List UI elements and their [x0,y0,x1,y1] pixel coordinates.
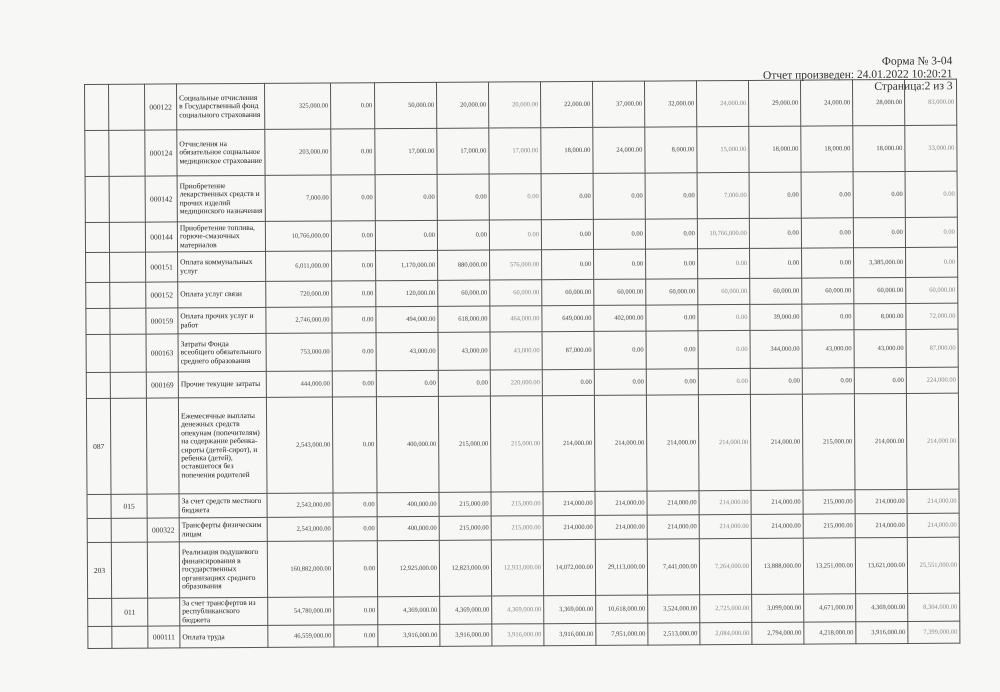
item-name-cell: Приобретение лекарственных средств и прочих изделий медицинского назначения [177,175,265,222]
amount-cell: 3,369,000.00 [544,595,596,624]
amount-cell: 0.00 [332,397,377,493]
specifics-code-cell: 000124 [145,130,177,176]
amount-cell: 214,000.00 [646,395,699,491]
amount-cell: 50,000.00 [374,82,436,128]
amount-cell: 214,000.00 [751,514,803,538]
amount-cell: 3,916,000.00 [440,624,492,646]
amount-cell: 0.00 [489,174,541,220]
table-row [86,329,958,372]
subprogram-code-cell [109,222,145,252]
program-code-cell [86,334,110,372]
amount-cell: 0.00 [905,217,957,247]
amount-cell: 60,000.00 [802,278,854,304]
amount-cell: 214,000.00 [698,394,751,490]
specifics-code-cell [146,398,179,494]
specifics-code-cell: 000151 [146,252,178,282]
amount-cell: 464,000.00 [490,306,542,332]
amount-cell: 0.00 [854,367,906,393]
subprogram-code-cell: 015 [111,494,147,518]
amount-cell: 12,933,000.00 [491,540,543,596]
item-name-cell: За счет трансфертов из республиканского бюджета [180,597,268,626]
amount-cell: 20,000.00 [436,82,488,128]
amount-cell: 0.00 [334,597,378,625]
amount-cell: 3,099,000.00 [752,594,804,623]
subprogram-code-cell [110,398,147,494]
subprogram-code-cell [110,308,146,334]
amount-cell: 214,000.00 [595,515,647,539]
amount-cell: 0.00 [646,305,698,331]
amount-cell: 24,000.00 [696,80,748,126]
item-name-cell: Трансферты физическим лицам [179,517,267,542]
amount-cell: 2,543,000.00 [266,397,333,493]
amount-cell: 43,000.00 [802,330,854,368]
amount-cell: 0.00 [802,248,854,278]
amount-cell: 0.00 [333,541,377,597]
amount-cell: 12,925,000.00 [377,540,439,596]
amount-cell: 215,000.00 [491,516,543,540]
amount-cell: 753,000.00 [266,333,332,371]
amount-cell: 7,441,000.00 [647,539,699,595]
amount-cell: 215,000.00 [438,396,491,492]
amount-cell: 18,000.00 [853,125,905,171]
item-name-cell: Оплата прочих услуг и работ [178,307,266,334]
subprogram-code-cell [110,282,146,308]
amount-cell: 60,000.00 [854,277,906,303]
subprogram-code-cell [112,626,148,648]
amount-cell: 8,000.00 [645,127,697,173]
amount-cell: 0.00 [332,251,376,281]
program-code-cell [88,598,112,626]
amount-cell: 43,000.00 [438,332,490,370]
subprogram-code-cell: 011 [112,598,148,626]
amount-cell: 29,000.00 [748,80,800,126]
subprogram-code-cell [110,372,146,398]
amount-cell: 0.00 [376,370,438,396]
specifics-code-cell [148,598,180,626]
subprogram-code-cell [111,518,147,542]
amount-cell: 43,000.00 [490,332,542,370]
specifics-code-cell: 000152 [146,282,178,308]
amount-cell: 214,000.00 [854,393,907,489]
amount-cell: 0.00 [594,331,646,369]
amount-cell: 215,000.00 [491,492,543,516]
specifics-code-cell: 000122 [145,84,177,130]
amount-cell: 25,551,000.00 [907,537,959,593]
amount-cell: 60,000.00 [438,280,490,306]
amount-cell: 0.00 [438,370,490,396]
amount-cell: 20,000.00 [488,82,540,128]
amount-cell: 72,000.00 [906,303,958,329]
amount-cell: 0.00 [332,281,376,307]
amount-cell: 18,000.00 [801,126,853,172]
subprogram-code-cell [110,252,146,282]
subprogram-code-cell [111,542,147,598]
specifics-code-cell: 000159 [146,308,178,334]
budget-table [84,79,960,650]
amount-cell: 214,000.00 [542,395,595,491]
amount-cell: 0.00 [750,368,802,394]
amount-cell: 649,000.00 [542,305,594,331]
amount-cell: 0.00 [750,248,802,278]
amount-cell: 3,385,000.00 [854,247,906,277]
amount-cell: 214,000.00 [855,513,907,537]
amount-cell: 0.00 [645,219,697,249]
amount-cell: 120,000.00 [376,280,438,306]
amount-cell: 1,170,000.00 [376,250,438,280]
amount-cell: 17,000.00 [375,128,437,174]
amount-cell: 24,000.00 [593,127,645,173]
amount-cell: 10,766,000.00 [265,221,331,251]
amount-cell: 214,000.00 [647,515,699,539]
table-row [86,393,959,494]
amount-cell: 400,000.00 [377,516,439,540]
amount-cell: 214,000.00 [907,489,959,513]
amount-cell: 0.00 [906,247,958,277]
amount-cell: 60,000.00 [906,277,958,303]
amount-cell: 0.00 [334,625,378,647]
budget-table-wrapper [84,79,960,650]
amount-cell: 880,000.00 [438,250,490,280]
subprogram-code-cell [109,130,145,176]
amount-cell: 2,543,000.00 [267,517,333,541]
program-code-cell [88,627,112,649]
amount-cell: 3,524,000.00 [648,595,700,624]
amount-cell: 54,780,000.00 [268,597,334,626]
amount-cell: 0.00 [330,83,374,129]
page-number: Страница:2 из 3 [873,80,953,93]
amount-cell: 22,000.00 [540,81,592,127]
amount-cell: 618,000.00 [438,306,490,332]
table-row [87,537,959,598]
amount-cell: 7,264,000.00 [699,538,751,594]
amount-cell: 6,011,000.00 [266,251,332,281]
amount-cell: 87,000.00 [542,331,594,369]
amount-cell: 18,000.00 [541,127,593,173]
amount-cell: 37,000.00 [592,81,644,127]
amount-cell: 325,000.00 [264,83,330,129]
table-row [85,125,957,176]
amount-cell: 32,000.00 [644,81,696,127]
program-code-cell [86,308,110,334]
amount-cell: 60,000.00 [490,280,542,306]
amount-cell: 2,746,000.00 [266,307,332,333]
amount-cell: 17,000.00 [489,128,541,174]
subprogram-code-cell [109,84,145,130]
form-label: Форма № 3-04 [881,55,952,68]
program-code-cell [86,252,110,282]
item-name-cell: За счет средств местного бюджета [179,493,267,518]
amount-cell: 87,000.00 [906,329,958,367]
amount-cell: 7,000.00 [265,175,331,221]
amount-cell: 0.00 [801,172,853,218]
specifics-code-cell: 000169 [146,372,178,398]
amount-cell: 0.00 [375,220,437,250]
amount-cell: 0.00 [593,219,645,249]
amount-cell: 444,000.00 [266,371,332,397]
amount-cell: 12,823,000.00 [439,540,491,596]
amount-cell: 0.00 [332,307,376,333]
table-row [85,79,957,130]
amount-cell: 214,000.00 [907,513,959,537]
amount-cell: 0.00 [331,175,375,221]
amount-cell: 2,725,000.00 [700,594,752,623]
amount-cell: 0.00 [542,369,594,395]
amount-cell: 400,000.00 [377,492,439,516]
amount-cell: 720,000.00 [266,281,332,307]
amount-cell: 576,000.00 [490,250,542,280]
program-code-cell [85,222,109,252]
specifics-code-cell: 000163 [146,334,178,372]
amount-cell: 2,543,000.00 [267,493,333,517]
amount-cell: 2,084,000.00 [700,623,752,645]
amount-cell: 0.00 [905,171,957,217]
amount-cell: 214,000.00 [750,394,803,490]
amount-cell: 214,000.00 [594,395,647,491]
amount-cell: 214,000.00 [906,393,959,489]
amount-cell: 494,000.00 [376,306,438,332]
amount-cell: 60,000.00 [750,278,802,304]
specifics-code-cell [147,494,179,518]
amount-cell: 215,000.00 [439,516,491,540]
amount-cell: 46,559,000.00 [268,625,334,647]
amount-cell: 83,000.00 [904,79,956,125]
amount-cell: 60,000.00 [594,279,646,305]
amount-cell: 3,916,000.00 [378,625,440,647]
table-row [85,171,957,222]
amount-cell: 214,000.00 [855,489,907,513]
amount-cell: 0.00 [802,304,854,330]
amount-cell: 402,000.00 [594,305,646,331]
amount-cell: 0.00 [541,219,593,249]
amount-cell: 0.00 [749,218,801,248]
item-name-cell: Социальные отчисления в Государственный фонд социального страхования [177,83,265,130]
amount-cell: 33,000.00 [905,125,957,171]
amount-cell: 2,794,000.00 [752,622,804,644]
program-code-cell [85,84,109,130]
amount-cell: 0.00 [541,173,593,219]
amount-cell: 0.00 [646,249,698,279]
amount-cell: 400,000.00 [376,396,439,492]
item-name-cell: Оплата труда [180,626,268,649]
amount-cell: 10,618,000.00 [596,595,648,624]
amount-cell: 0.00 [853,171,905,217]
amount-cell: 14,072,000.00 [543,539,595,595]
amount-cell: 8,304,000.00 [908,593,960,622]
amount-cell: 160,882,000.00 [267,541,333,597]
subprogram-code-cell [110,334,146,372]
item-name-cell: Затраты Фонда всеобщего обязательного среднего образования [178,333,266,372]
amount-cell: 60,000.00 [698,278,750,304]
program-code-cell [86,372,110,398]
amount-cell: 7,399,000.00 [908,621,960,643]
amount-cell: 13,888,000.00 [751,538,803,594]
specifics-code-cell: 000142 [145,176,177,222]
amount-cell: 17,000.00 [437,128,489,174]
amount-cell: 214,000.00 [543,491,595,515]
amount-cell: 4,218,000.00 [804,622,856,644]
program-code-cell [86,282,110,308]
amount-cell: 214,000.00 [699,514,751,538]
amount-cell: 344,000.00 [750,330,802,368]
amount-cell: 203,000.00 [265,129,331,175]
amount-cell: 0.00 [646,369,698,395]
amount-cell: 0.00 [331,129,375,175]
amount-cell: 13,251,000.00 [803,538,855,594]
amount-cell: 43,000.00 [376,332,438,370]
amount-cell: 214,000.00 [647,491,699,515]
amount-cell: 0.00 [698,330,750,368]
amount-cell: 0.00 [853,217,905,247]
amount-cell: 3,916,000.00 [492,624,544,646]
amount-cell: 0.00 [801,218,853,248]
amount-cell: 0.00 [333,517,377,541]
amount-cell: 214,000.00 [595,491,647,515]
specifics-code-cell: 000111 [148,626,180,648]
program-code-cell [85,176,109,222]
amount-cell: 13,621,000.00 [855,537,907,593]
amount-cell: 0.00 [331,221,375,251]
amount-cell: 220,000.00 [490,370,542,396]
amount-cell: 0.00 [698,368,750,394]
amount-cell: 60,000.00 [542,279,594,305]
amount-cell: 0.00 [375,174,437,220]
amount-cell: 224,000.00 [906,367,958,393]
program-code-cell [87,494,111,518]
amount-cell: 0.00 [645,173,697,219]
amount-cell: 0.00 [437,174,489,220]
amount-cell: 0.00 [646,331,698,369]
amount-cell: 29,113,000.00 [595,539,647,595]
amount-cell: 215,000.00 [803,514,855,538]
amount-cell: 0.00 [749,172,801,218]
subprogram-code-cell [109,176,145,222]
amount-cell: 15,000.00 [697,126,749,172]
amount-cell: 4,671,000.00 [804,594,856,623]
amount-cell: 18,000.00 [749,126,801,172]
amount-cell: 0.00 [698,304,750,330]
amount-cell: 7,000.00 [697,172,749,218]
item-name-cell: Отчисления на обязательное социальное медицинское страхование [177,129,265,176]
item-name-cell: Приобретение топлива, горюче-смазочных материалов [177,221,265,252]
amount-cell: 0.00 [333,493,377,517]
amount-cell: 0.00 [594,249,646,279]
amount-cell: 39,000.00 [750,304,802,330]
amount-cell: 4,369,000.00 [492,596,544,625]
amount-cell: 24,000.00 [800,80,852,126]
amount-cell: 0.00 [593,173,645,219]
amount-cell: 3,916,000.00 [856,622,908,644]
amount-cell: 2,513,000.00 [648,623,700,645]
item-name-cell: Реализация подушевого финансирования в государственных организациях среднего образования [179,541,267,598]
specifics-code-cell [147,542,179,598]
program-code-cell [85,130,109,176]
amount-cell: 0.00 [802,368,854,394]
amount-cell: 0.00 [594,369,646,395]
amount-cell: 0.00 [332,371,376,397]
amount-cell: 28,000.00 [852,79,904,125]
report-timestamp: Отчет произведен: 24.01.2022 10:20:21 [762,67,953,82]
amount-cell: 0.00 [437,220,489,250]
amount-cell: 3,916,000.00 [544,624,596,646]
amount-cell: 4,369,000.00 [378,596,440,625]
program-code-cell [87,518,111,542]
amount-cell: 214,000.00 [543,515,595,539]
program-code-cell: 203 [87,542,111,598]
amount-cell: 0.00 [332,333,376,371]
program-code-cell: 087 [86,398,111,494]
amount-cell: 4,369,000.00 [856,593,908,622]
amount-cell: 0.00 [698,248,750,278]
item-name-cell: Прочие текущие затраты [178,371,266,398]
amount-cell: 43,000.00 [854,329,906,367]
item-name-cell: Оплата коммунальных услуг [178,251,266,282]
table-row [88,621,960,648]
amount-cell: 215,000.00 [490,396,543,492]
amount-cell: 215,000.00 [803,490,855,514]
amount-cell: 215,000.00 [439,492,491,516]
amount-cell: 7,951,000.00 [596,623,648,645]
amount-cell: 215,000.00 [802,394,855,490]
amount-cell: 0.00 [489,220,541,250]
amount-cell: 214,000.00 [699,490,751,514]
amount-cell: 60,000.00 [646,279,698,305]
amount-cell: 214,000.00 [751,490,803,514]
item-name-cell: Ежемесячные выплаты денежных средств опекунам (попечителям) на содержание ребенка-сироты (детей-сирот), и ребенка (детей), оставшегося без попечения родителей [178,397,267,494]
amount-cell: 0.00 [542,249,594,279]
amount-cell: 8,000.00 [854,303,906,329]
specifics-code-cell: 000144 [145,222,177,252]
specifics-code-cell: 000322 [147,518,179,542]
amount-cell: 4,369,000.00 [440,596,492,625]
amount-cell: 10,766,000.00 [697,218,749,248]
item-name-cell: Оплата услуг связи [178,281,266,308]
